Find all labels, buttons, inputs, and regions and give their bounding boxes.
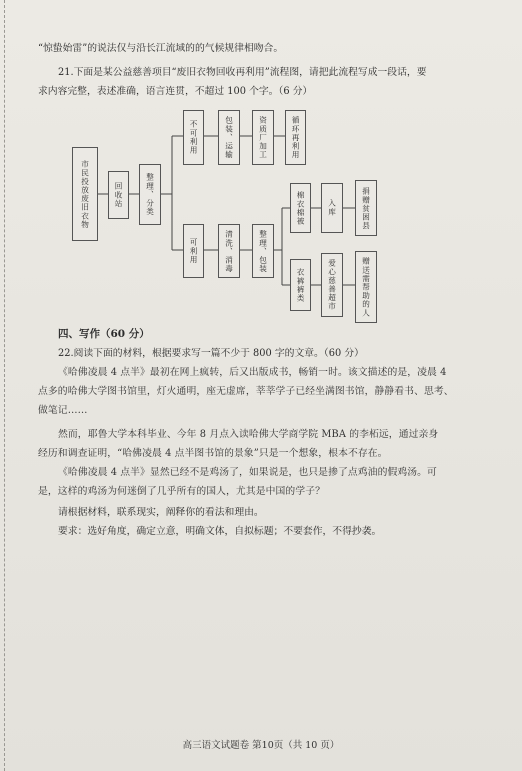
material-paragraph-2: 然而，耶鲁大学本科毕业、今年 8 月点入读哈佛大学商学院 MBA 的李柘远，通过亲身 — [58, 429, 439, 440]
material-paragraph-1: 《哈佛凌晨 4 点半》最初在网上疯转，后又出版成书，畅销一时。该文描述的是，凌晨 4 — [58, 367, 447, 378]
flow-box-station: 回收站 — [108, 171, 129, 219]
flow-box-sort-pack: 整理、包装 — [252, 224, 274, 278]
flow-box-storage: 入库 — [321, 183, 343, 233]
instruction: 请根据材料，联系现实，阐释你的看法和理由。 — [58, 507, 264, 518]
flow-box-collect: 市民投放废旧衣物 — [72, 147, 98, 241]
material-paragraph-3: 《哈佛凌晨 4 点半》显然已经不是鸡汤了，如果说是，也只是掺了点鸡油的假鸡汤。可 — [58, 467, 437, 478]
flow-box-donate-poor: 捐赠贫困县 — [355, 180, 377, 236]
material-paragraph-3-cont: 是，这样的鸡汤为何迷倒了几乎所有的国人，尤其是中国的学子？ — [38, 486, 326, 497]
question-22: 22.阅读下面的材料，根据要求写一篇不少于 800 字的文章。（60 分） — [58, 348, 364, 359]
flow-box-donate-needy: 赠送需帮助的人 — [355, 251, 377, 323]
flow-box-plant: 资质厂加工 — [252, 110, 274, 165]
section-heading-writing: 四、写作（60 分） — [58, 328, 150, 340]
question-21-line-2: 求内容完整，表述准确，语言连贯，不超过 100 个字。（6 分） — [38, 86, 313, 97]
flow-box-wash: 清洗、消毒 — [218, 224, 240, 278]
page-footer: 高三语文试题卷 第10页（共 10 页） — [182, 740, 340, 751]
flow-box-sort: 整理、分类 — [139, 164, 161, 225]
flow-box-clothes: 衣裤裤类 — [290, 259, 311, 311]
material-paragraph-2-cont: 经历和调查证明，“哈佛凌晨 4 点半图书馆的景象”只是一个想象，根本不存在。 — [38, 448, 388, 459]
requirements: 要求：选好角度，确定立意，明确文体，自拟标题；不要套作，不得抄袭。 — [58, 526, 382, 537]
material-paragraph-1-end: 做笔记…… — [38, 405, 88, 416]
flow-box-charity-market: 爱心慈善超市 — [321, 253, 343, 317]
flow-box-unusable: 不可利用 — [183, 110, 204, 165]
flow-box-usable: 可利用 — [183, 224, 204, 278]
material-paragraph-1-cont: 点多的哈佛大学图书馆里，灯火通明，座无虚席，莘莘学子已经坐满图书馆，静静看书、思考、 — [38, 386, 454, 397]
flow-box-recycle: 循环再利用 — [285, 110, 306, 165]
text-line: “惊蛰始雷”的说法仅与沿长江流域的的气候规律相吻合。 — [38, 43, 284, 54]
flow-box-pack-ship: 包装、运输 — [218, 110, 240, 165]
flow-box-quilts: 棉衣棉被 — [290, 183, 311, 233]
question-21-line-1: 21.下面是某公益慈善项目“废旧衣物回收再利用”流程图，请把此流程写成一段话，要 — [58, 67, 427, 78]
